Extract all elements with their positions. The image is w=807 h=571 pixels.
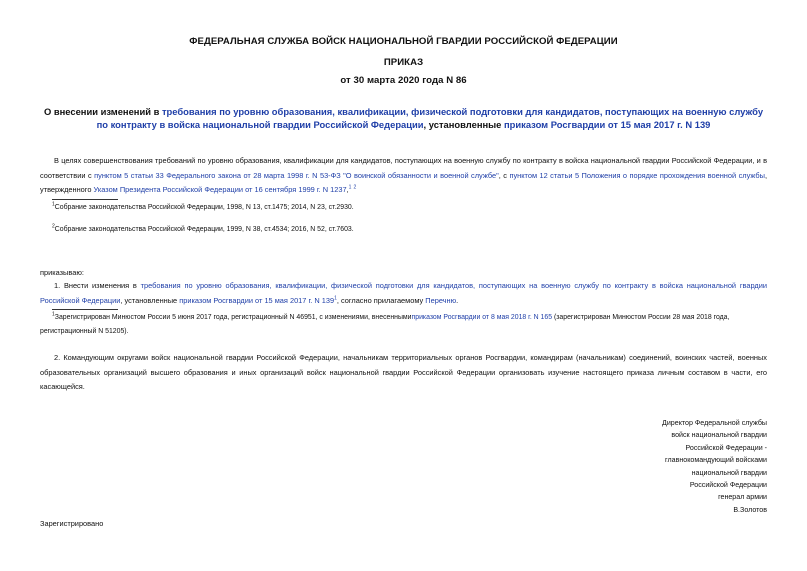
registered-label: Зарегистрировано: [40, 519, 104, 528]
footnote-divider-2: [52, 309, 118, 310]
item1-requirements-link[interactable]: требования по уровню образования, квалификации, физической подготовки для кандидатов, поступающих на военную службу по контракту в войска национальной гвардии Российской Федерации: [40, 281, 767, 305]
document-title: О внесении изменений в требования по уровню образования, квалификации, физической подготовки для кандидатов, поступающих на военную службу по контракту в войска национальной гвардии Российской Федерации, установленные приказом Росгвардии от 15 мая 2017 г. N 139: [43, 106, 764, 130]
decree-1237-link[interactable]: Указом Президента Российской Федерации от 16 сентября 1999 г. N 1237: [93, 185, 347, 195]
item-2-paragraph: 2. Командующим округами войск национальной гвардии Российской Федерации, начальникам территориальных органов Росгвардии, командирам (начальникам) соединений, воинских частей, военных образовательных организаций высшего образования и иных организаций войск национальной гвардии Российской Федерации организовать изучение настоящего приказа личным составом в части, его касающейся.: [40, 353, 767, 392]
title-requirements-link[interactable]: требования по уровню образования, квалификации, физической подготовки для кандидатов, поступающих на военную службу по контракту в войска национальной гвардии Российской Федерации: [96, 106, 764, 130]
signature-block: Директор Федеральной службы войск национальной гвардии Российской Федерации - главнокомандующий войсками национальной гвардии Российской Федерации генерал армии В.Золотов: [662, 419, 767, 514]
footnote-registration: $^1$Зарегистрирован Минюстом России 5 июня 2017 года, регистрационный N 46951, с изменениями, внесеннымиприказом Росгвардии от 8 мая 2018 г. N 165 (зарегистрирован Минюстом России 28 мая 2018 года, регистрационный N 51205).: [40, 311, 730, 335]
footnote-ref-2[interactable]: 2: [353, 184, 357, 191]
order-165-link[interactable]: приказом Росгвардии от 8 мая 2018 г. N 165: [411, 314, 553, 321]
intro-paragraph: В целях совершенствования требований по уровню образования, квалификации для кандидатов, поступающих на военную службу по контракту в войска национальной гвардии Российской Федерации, и в соответствии с пунктом 5 статьи 33 Федерального закона от 28 марта 1998 г. N 53-ФЗ "О воинской обязанности и военной службе", с пунктом 12 статьи 5 Положения о порядке прохождения военной службы, утвержденного Указом Президента Российской Федерации от 16 сентября 1999 г. N 1237,$^1$ $^2$: [40, 156, 768, 195]
law-53fz-link[interactable]: пунктом 5 статьи 33 Федерального закона от 28 марта 1998 г. N 53-ФЗ "О воинской обязанности и военной службе": [94, 170, 499, 180]
footnote-divider: [52, 199, 118, 200]
item1-footnote-ref[interactable]: 1: [334, 295, 337, 302]
document-type: ПРИКАЗ: [383, 57, 424, 68]
document-date-number: от 30 марта 2020 года N 86: [340, 75, 467, 86]
item1-list-link[interactable]: Перечню: [425, 295, 457, 305]
footnote-1: $^1$Собрание законодательства Российской Федерации, 1998, N 13, ст.1475; 2014, N 23, ст.2930.: [52, 201, 354, 211]
order-word: приказываю:: [40, 268, 84, 277]
agency-heading: ФЕДЕРАЛЬНАЯ СЛУЖБА ВОЙСК НАЦИОНАЛЬНОЙ ГВАРДИИ РОССИЙСКОЙ ФЕДЕРАЦИИ: [189, 36, 618, 47]
footnote-ref-1[interactable]: 1: [348, 184, 352, 191]
regulation-item12-link[interactable]: пунктом 12 статьи 5 Положения о порядке прохождения военной службы: [509, 170, 765, 180]
item-1-paragraph: 1. Внести изменения в требования по уровню образования, квалификации, физической подготовки для кандидатов, поступающих на военную службу по контракту в войска национальной гвардии Российской Федерации, установленные приказом Росгвардии от 15 мая 2017 г. N $139^1$, согласно прилагаемому Перечню.: [40, 281, 767, 305]
item1-order-139-link[interactable]: приказом Росгвардии от 15 мая 2017 г. N 139: [179, 295, 335, 305]
footnote-2: $^2$Собрание законодательства Российской Федерации, 1999, N 38, ст.4534; 2016, N 52, ст.7603.: [52, 223, 354, 233]
title-order-139-link[interactable]: приказом Росгвардии от 15 мая 2017 г. N 139: [503, 119, 711, 130]
